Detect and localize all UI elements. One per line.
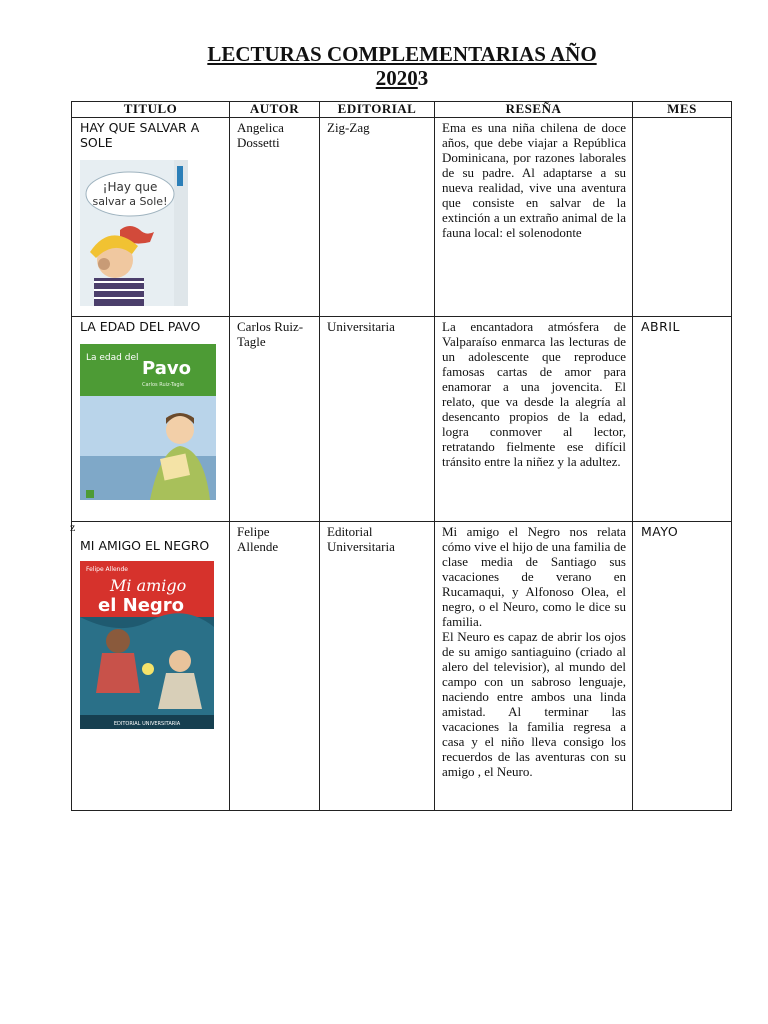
cell-resena [435,522,633,811]
readings-table [71,101,732,811]
resena-paragraph: Ema es una niña chilena de doce años, que debe viajar a República Dominicana, por razones laborales de su padre. Al adaptarse a su nueva realidad, vive una aventura que consiste en salvar de la extinción a un extraño animal de la fauna local: el solenodonte [442,120,626,240]
title-year-underlined: 2020 [375,66,418,90]
book-cover-hay-que-salvar-a-sole [80,160,188,306]
cell-mes: ABRIL [633,317,732,522]
column-header-titulo: TITULO [72,102,230,118]
book-title: MI AMIGO EL NEGRO [80,538,210,553]
resena-paragraph: Mi amigo el Negro nos relata cómo vive el hijo de una familia de clase media de Santiago sus vacaciones de verano en Rucamaqui, y Alfonoso Olea, el negro, o el Neuro, como le dice su familia. [442,524,626,629]
document-title [0,42,768,90]
table-row [72,317,732,522]
cover-text-1: Mi amigo [110,576,187,595]
cover-publisher: EDITORIAL UNIVERSITARIA [113,721,181,727]
cover-text-2: salvar a Sole! [92,195,168,208]
resena-paragraph: La encantadora atmósfera de Valparaíso enmarca las lecturas de un adolescente que reproduce famosas cartas de amor para enamorar a una jovencita. El relato, que va desde la alegría al desencanto propios de la edad, logra conmover al lector, retratando fielmente ese difícil tránsito entre la niñez y la adultez. [442,319,626,469]
column-header-resena: RESEÑA [435,102,633,118]
cell-titulo [72,118,230,317]
cell-titulo [72,522,230,811]
cell-editorial: Universitaria [320,317,435,522]
cell-editorial: Editorial Universitaria [320,522,435,811]
column-header-mes: MES [633,102,732,118]
cell-editorial: Zig-Zag [320,118,435,317]
cover-author: Carlos Ruiz-Tagle [142,382,184,388]
cover-text-2: Pavo [142,358,191,379]
cell-autor: Angelica Dossetti [230,118,320,317]
column-header-autor: AUTOR [230,102,320,118]
cover-text-1: ¡Hay que [102,180,158,194]
resena-paragraph: El Neuro es capaz de abrir los ojos de su amigo santiaguino (criado al alero del televisior), al mundo del campo con un sabroso lenguaje, naciendo entre ambos una linda amistad. Al terminar las vacaciones la familia regresa a casa y el niño lleva consigo los recuerdos de las aventuras con su amigo , el Neuro. [442,629,626,779]
book-cover-la-edad-del-pavo [80,344,216,500]
cover-author: Felipe Allende [86,566,128,573]
title-line-1: LECTURAS COMPLEMENTARIAS AÑO [207,42,597,66]
table-header-row [72,102,732,118]
cover-text-1: La edad del [86,353,139,363]
cell-mes: MAYO [633,522,732,811]
cell-mes [633,118,732,317]
title-line-2 [0,66,768,90]
column-header-editorial: EDITORIAL [320,102,435,118]
stray-mark: z [70,520,76,534]
cell-resena [435,317,633,522]
cell-resena [435,118,633,317]
cell-autor: Felipe Allende [230,522,320,811]
cover-text-2: el Negro [98,595,185,616]
cell-titulo [72,317,230,522]
table-row [72,118,732,317]
title-year-suffix: 3 [417,66,429,90]
book-title: HAY QUE SALVAR A SOLE [80,120,200,150]
book-cover-mi-amigo-el-negro [80,561,214,729]
book-title: LA EDAD DEL PAVO [80,319,201,334]
cell-autor: Carlos Ruiz-Tagle [230,317,320,522]
table-row [72,522,732,811]
